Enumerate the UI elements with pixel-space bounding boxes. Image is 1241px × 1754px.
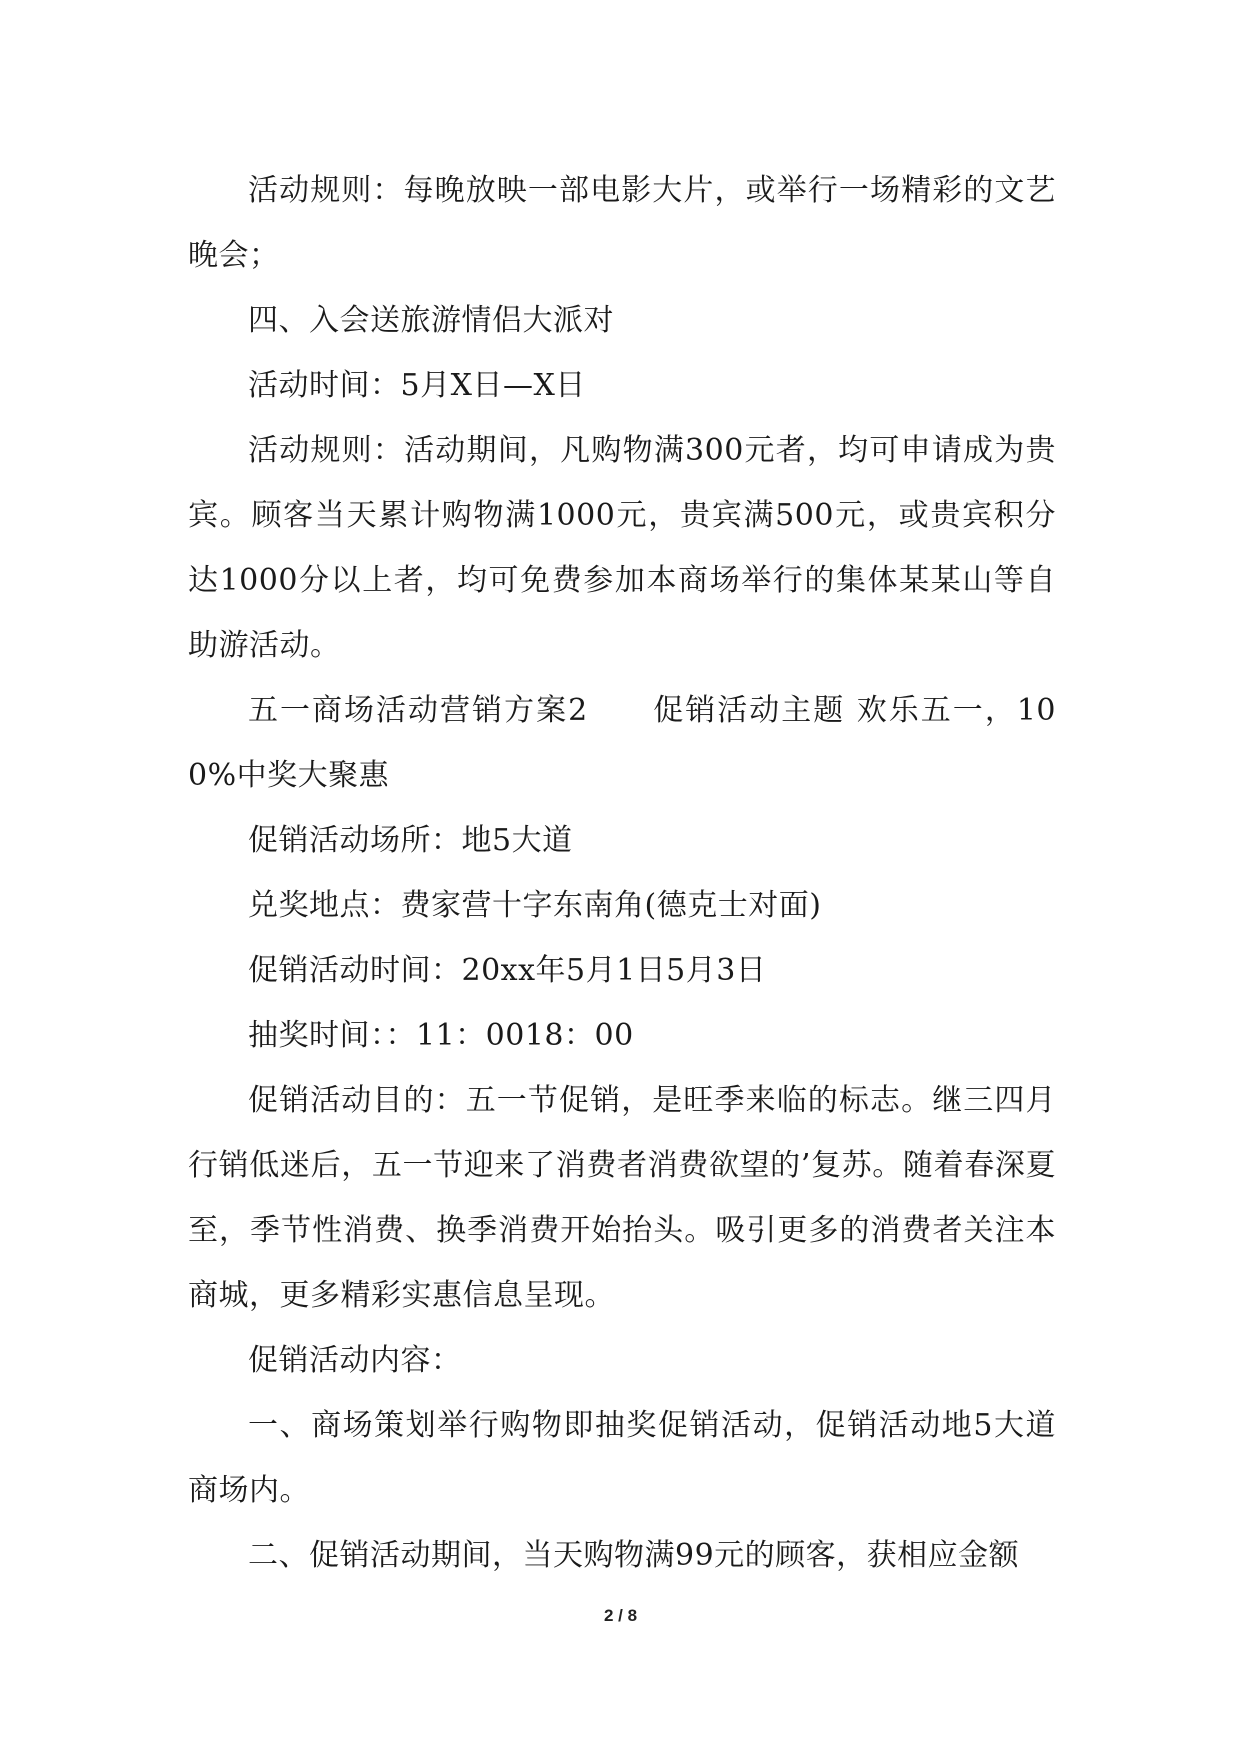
- paragraph-promo-time: 促销活动时间：20xx年5月1日5月3日: [248, 953, 767, 988]
- paragraph-content-two: 二、促销活动期间，当天购物满99元的顾客，获相应金额: [248, 1538, 1020, 1573]
- document-body: [188, 158, 1056, 1588]
- paragraph-content-one: 一、商场策划举行购物即抽奖促销活动，促销活动地5大道商场内。: [188, 1408, 1056, 1508]
- page-number: 2 / 8: [603, 1606, 638, 1625]
- paragraph-rules-movie: 活动规则：每晚放映一部电影大片，或举行一场精彩的文艺晚会；: [188, 173, 1056, 273]
- paragraph-heading-party: 四、入会送旅游情侣大派对: [248, 303, 614, 338]
- paragraph-venue: 促销活动场所：地5大道: [248, 823, 573, 858]
- paragraph-content-heading: 促销活动内容：: [248, 1343, 462, 1378]
- paragraph-prize-location: 兑奖地点：费家营十字东南角(德克士对面): [248, 888, 822, 923]
- paragraph-event-time: 活动时间：5月X日—X日: [248, 368, 586, 403]
- paragraph-rules-vip: 活动规则：活动期间，凡购物满300元者，均可申请成为贵宾。顾客当天累计购物满1000元，贵宾满500元，或贵宾积分达1000分以上者，均可免费参加本商场举行的集体某某山等自助游活动。: [188, 433, 1056, 663]
- paragraph-purpose: 促销活动目的：五一节促销，是旺季来临的标志。继三四月行销低迷后，五一节迎来了消费者消费欲望的’复苏。随着春深夏至，季节性消费、换季消费开始抬头。吸引更多的消费者关注本商城，更多精彩实惠信息呈现。: [188, 1083, 1056, 1313]
- paragraph-draw-time: 抽奖时间：：11：0018：00: [248, 1018, 634, 1053]
- paragraph-plan-title: 五一商场活动营销方案2 促销活动主题 欢乐五一，100%中奖大聚惠: [188, 693, 1056, 793]
